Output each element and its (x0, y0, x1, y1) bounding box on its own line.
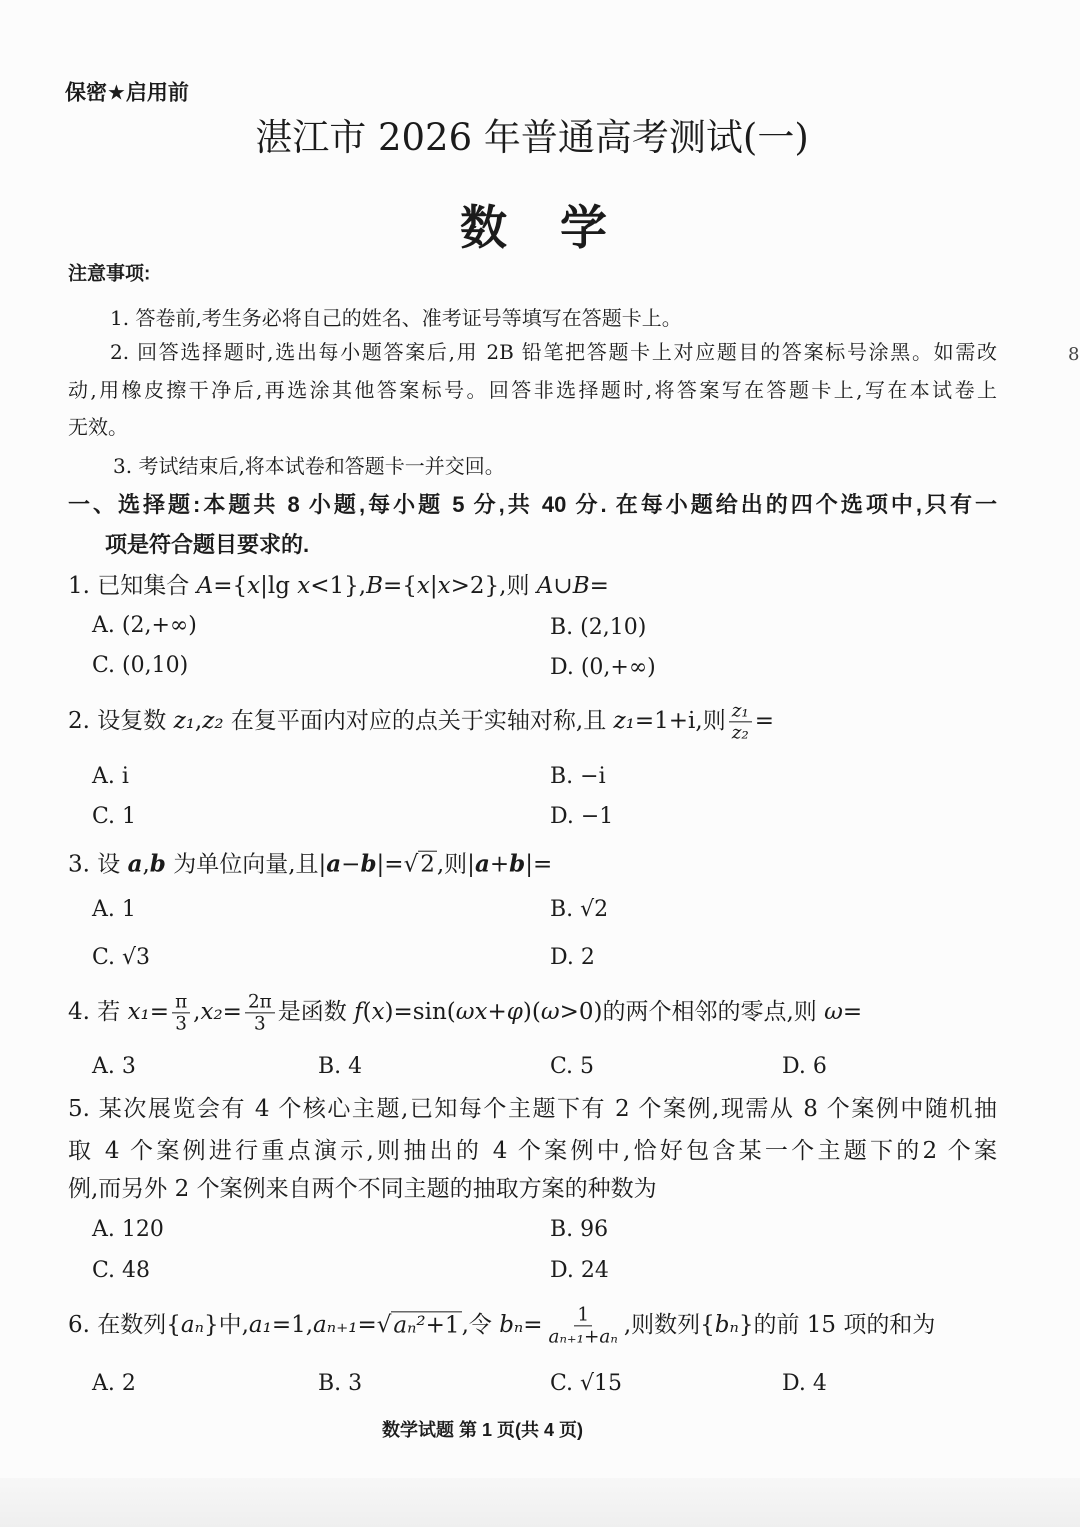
question-2-option-c: C. 1 (92, 803, 137, 829)
stem-text: >2},则 (450, 573, 537, 600)
stem-text: = (842, 999, 863, 1025)
fraction-denominator: 3 (175, 1013, 187, 1035)
stem-text: 为单位向量,且| (165, 851, 327, 878)
question-4-option-c: C. 5 (550, 1053, 595, 1079)
math-var: φ (506, 999, 523, 1025)
question-5-option-b: B. 96 (550, 1216, 609, 1242)
stem-text: }的前 15 项的和为 (738, 1312, 936, 1338)
stem-text: >0)的两个相邻的零点,则 (559, 999, 825, 1025)
stem-text: = (523, 1312, 543, 1338)
stem-text: ∪ (553, 573, 573, 600)
stem-text: ={ (382, 573, 417, 600)
stem-text: ,则数列{ (623, 1312, 715, 1338)
math-var: A (536, 573, 554, 600)
question-5-option-d: D. 24 (550, 1257, 609, 1283)
math-var: bₙ (499, 1312, 524, 1338)
stem-text: |= (525, 851, 553, 878)
sqrt-sign: √ (376, 1312, 392, 1338)
fraction-numerator: 2π (245, 991, 275, 1013)
stem-text: 在复平面内对应的点关于实轴对称,且 (223, 708, 614, 734)
question-6-option-c: C. √15 (550, 1370, 623, 1396)
question-6-option-a: A. 2 (92, 1370, 136, 1396)
stem-text: ,则| (436, 851, 475, 878)
edge-mark: 8 (1068, 344, 1080, 366)
stem-text: = (754, 708, 775, 734)
math-var: x₂ (200, 999, 223, 1025)
math-var: aₙ (180, 1312, 204, 1338)
stem-text: 3. 设 (68, 851, 128, 878)
notice-heading: 注意事项: (68, 263, 151, 285)
question-2-option-d: D. −1 (550, 803, 614, 829)
fraction-denominator: 3 (254, 1013, 266, 1035)
stem-text: }中, (203, 1312, 249, 1338)
stem-text: =1+i,则 (634, 708, 726, 734)
confidential-label: 保密★启用前 (65, 81, 189, 105)
stem-text: , (193, 999, 201, 1025)
math-var: x (437, 573, 451, 600)
fraction-numerator: 1 (574, 1304, 592, 1326)
stem-text: = (149, 999, 170, 1025)
fraction (546, 1304, 621, 1347)
question-4-option-a: A. 3 (92, 1053, 136, 1079)
subject-title: 数学 (460, 200, 660, 254)
stem-text: | (429, 573, 438, 600)
question-3-option-a: A. 1 (92, 896, 136, 922)
fraction (729, 700, 752, 743)
notice-item-2-line: 动,用橡皮擦干净后,再选涂其他答案标号。回答非选择题时,将答案写在答题卡上,写在本试卷上 (68, 378, 997, 402)
stem-text: − (341, 851, 361, 878)
question-5-stem-line: 取 4 个案例进行重点演示,则抽出的 4 个案例中,恰好包含某一个主题下的2 个案 (68, 1138, 997, 1165)
notice-item-1: 1. 答卷前,考生务必将自己的姓名、准考证号等填写在答题卡上。 (110, 306, 682, 330)
question-5-option-c: C. 48 (92, 1257, 151, 1283)
question-2-option-a: A. i (92, 763, 129, 789)
question-3-stem (68, 851, 552, 880)
fraction (172, 991, 190, 1034)
math-var: bₙ (714, 1312, 739, 1338)
stem-text: )=sin( (384, 999, 456, 1025)
vector-var: a (474, 850, 490, 878)
exam-title: 湛江市 2026 年普通高考测试(一) (255, 115, 809, 159)
math-var: z₁ (173, 708, 195, 734)
vector-var: b (509, 850, 526, 878)
stem-text: ={ (213, 573, 248, 600)
vector-var: a (127, 850, 143, 878)
question-5-option-a: A. 120 (92, 1216, 164, 1242)
question-3-option-b: B. √2 (550, 896, 609, 922)
math-var: z₂ (202, 708, 224, 734)
scan-shadow (0, 1478, 1080, 1527)
vector-var: b (149, 850, 166, 878)
stem-text: , (142, 851, 150, 878)
math-var: aₙ² (393, 1312, 426, 1338)
fraction (245, 991, 275, 1034)
math-var: A (196, 573, 214, 600)
question-1-stem (68, 573, 609, 601)
stem-text: 6. 在数列{ (68, 1312, 181, 1338)
math-var: a₁ (248, 1312, 272, 1338)
stem-text: 2. 设复数 (68, 708, 174, 734)
math-var: x (371, 999, 385, 1025)
fraction-denominator: aₙ₊₁+aₙ (548, 1326, 618, 1348)
stem-text: ( (362, 999, 372, 1025)
question-6-option-d: D. 4 (782, 1370, 827, 1396)
stem-text: , (194, 708, 203, 734)
sqrt-sign: √ (403, 851, 419, 878)
math-var: f (354, 999, 363, 1025)
question-2-option-b: B. −i (550, 763, 606, 789)
question-4-option-b: B. 4 (318, 1053, 363, 1079)
question-3-option-d: D. 2 (550, 944, 595, 970)
stem-text: + (487, 999, 507, 1025)
question-1-option-d: D. (0,+∞) (550, 654, 656, 680)
stem-text: = (357, 1312, 377, 1338)
stem-text: <1}, (310, 573, 367, 600)
math-var: B (572, 573, 590, 600)
question-4-option-d: D. 6 (782, 1053, 827, 1079)
stem-text: = (222, 999, 242, 1025)
stem-text: = (589, 573, 609, 600)
fraction-numerator: z₁ (729, 700, 752, 722)
question-1-option-a: A. (2,+∞) (92, 612, 197, 638)
question-1-option-c: C. (0,10) (92, 652, 189, 678)
stem-text: 是函数 (277, 999, 355, 1025)
math-var: aₙ₊₁ (313, 1312, 358, 1338)
fraction-numerator: π (172, 991, 190, 1013)
radicand (391, 1311, 461, 1338)
question-3-option-c: C. √3 (92, 944, 151, 970)
stem-text: |= (376, 851, 404, 878)
stem-text: |lg (260, 573, 298, 600)
math-var: x₁ (127, 999, 150, 1025)
math-var: ωx (455, 999, 488, 1025)
math-var: ω (540, 999, 560, 1025)
question-4-stem (68, 991, 862, 1034)
section-heading-line: 项是符合题目要求的. (105, 531, 310, 557)
stem-text: +1 (425, 1312, 460, 1338)
vector-var: b (360, 850, 377, 878)
math-var: z₁ (613, 708, 635, 734)
page-footer: 数学试题 第 1 页(共 4 页) (382, 1420, 584, 1441)
question-2-stem (68, 700, 774, 743)
question-6-stem (68, 1304, 935, 1347)
vector-var: a (326, 850, 342, 878)
math-var: ω (824, 999, 843, 1025)
stem-text: ,令 (461, 1312, 500, 1338)
math-var: x (416, 573, 430, 600)
question-6-option-b: B. 3 (318, 1370, 363, 1396)
question-5-stem-line: 5. 某次展览会有 4 个核心主题,已知每个主题下有 2 个案例,现需从 8 个案例中随机抽 (68, 1096, 997, 1123)
math-var: B (366, 573, 383, 600)
section-heading-line: 一、选择题:本题共 8 小题,每小题 5 分,共 40 分. 在每小题给出的四个选项中,只有一 (68, 491, 997, 517)
stem-text: 1. 已知集合 (68, 573, 197, 600)
notice-item-3: 3. 考试结束后,将本试卷和答题卡一并交回。 (113, 454, 505, 478)
question-1-option-b: B. (2,10) (550, 614, 647, 640)
stem-text: 4. 若 (68, 999, 128, 1025)
radicand: 2 (420, 851, 435, 878)
math-var: x (297, 573, 311, 600)
stem-text: + (489, 851, 510, 878)
notice-item-2-line: 无效。 (68, 415, 128, 439)
fraction-denominator: z₂ (731, 722, 749, 744)
stem-text: )( (522, 999, 541, 1025)
math-var: x (247, 573, 261, 600)
stem-text: =1, (271, 1312, 314, 1338)
notice-item-2-line: 2. 回答选择题时,选出每小题答案后,用 2B 铅笔把答题卡上对应题目的答案标号涂黑。如需改 (110, 340, 997, 364)
question-5-stem-line: 例,而另外 2 个案例来自两个不同主题的抽取方案的种数为 (68, 1176, 657, 1203)
